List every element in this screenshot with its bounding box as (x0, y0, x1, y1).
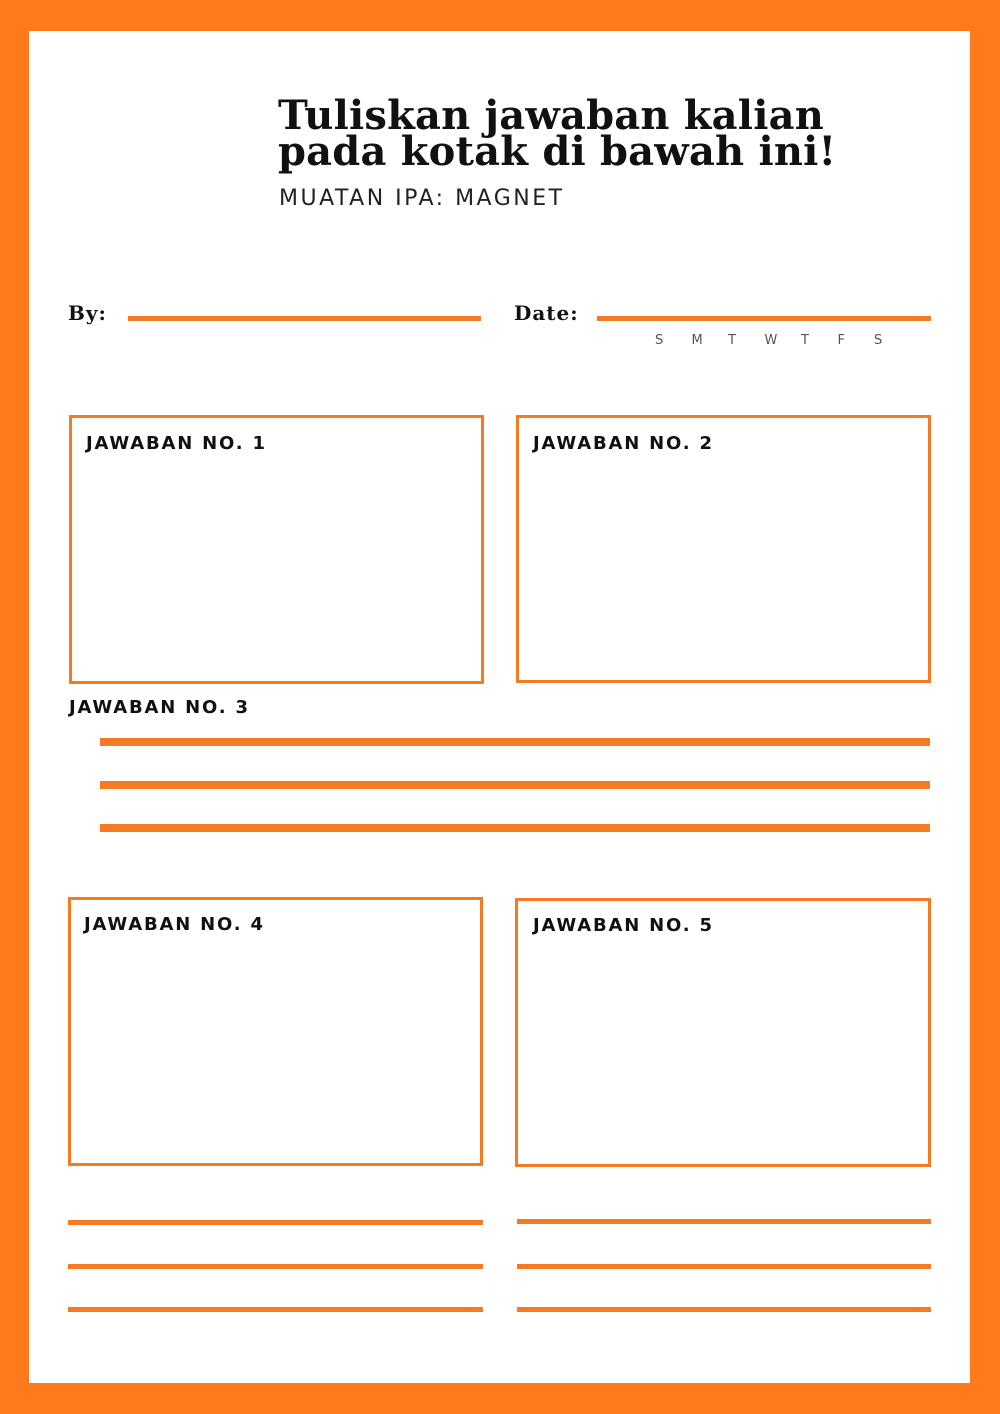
day-thursday[interactable]: T (801, 333, 809, 348)
day-wednesday[interactable]: W (764, 333, 778, 348)
day-monday[interactable]: M (691, 333, 703, 348)
page-title: Tuliskan jawaban kalian pada kotak di bawah ini! (278, 92, 837, 175)
answer-box-2[interactable] (516, 415, 931, 683)
answer-1-label: JAWABAN NO. 1 (86, 433, 267, 454)
answer-box-5[interactable] (515, 898, 931, 1167)
answer-5-line-2[interactable] (517, 1264, 931, 1269)
answer-box-4[interactable] (68, 897, 483, 1166)
answer-3-line-1[interactable] (100, 738, 930, 746)
answer-5-label: JAWABAN NO. 5 (533, 915, 714, 936)
answer-box-1[interactable] (69, 415, 484, 684)
day-tuesday[interactable]: T (728, 333, 736, 348)
day-sunday[interactable]: S (655, 333, 664, 348)
weekday-selector (655, 333, 911, 348)
day-friday[interactable]: F (837, 333, 845, 348)
answer-4-label: JAWABAN NO. 4 (84, 914, 265, 935)
answer-4-line-2[interactable] (68, 1264, 483, 1269)
page-subtitle: MUATAN IPA: MAGNET (279, 186, 565, 211)
date-label: Date: (514, 301, 579, 325)
by-label: By: (68, 301, 107, 325)
answer-5-line-1[interactable] (517, 1219, 931, 1224)
answer-5-line-3[interactable] (517, 1307, 931, 1312)
date-input-line[interactable] (597, 316, 931, 321)
answer-4-line-1[interactable] (68, 1220, 483, 1225)
answer-3-line-2[interactable] (100, 781, 930, 789)
answer-2-label: JAWABAN NO. 2 (533, 433, 714, 454)
answer-4-line-3[interactable] (68, 1307, 483, 1312)
day-saturday[interactable]: S (874, 333, 883, 348)
answer-3-line-3[interactable] (100, 824, 930, 832)
answer-3-label: JAWABAN NO. 3 (69, 697, 250, 718)
by-input-line[interactable] (128, 316, 481, 321)
